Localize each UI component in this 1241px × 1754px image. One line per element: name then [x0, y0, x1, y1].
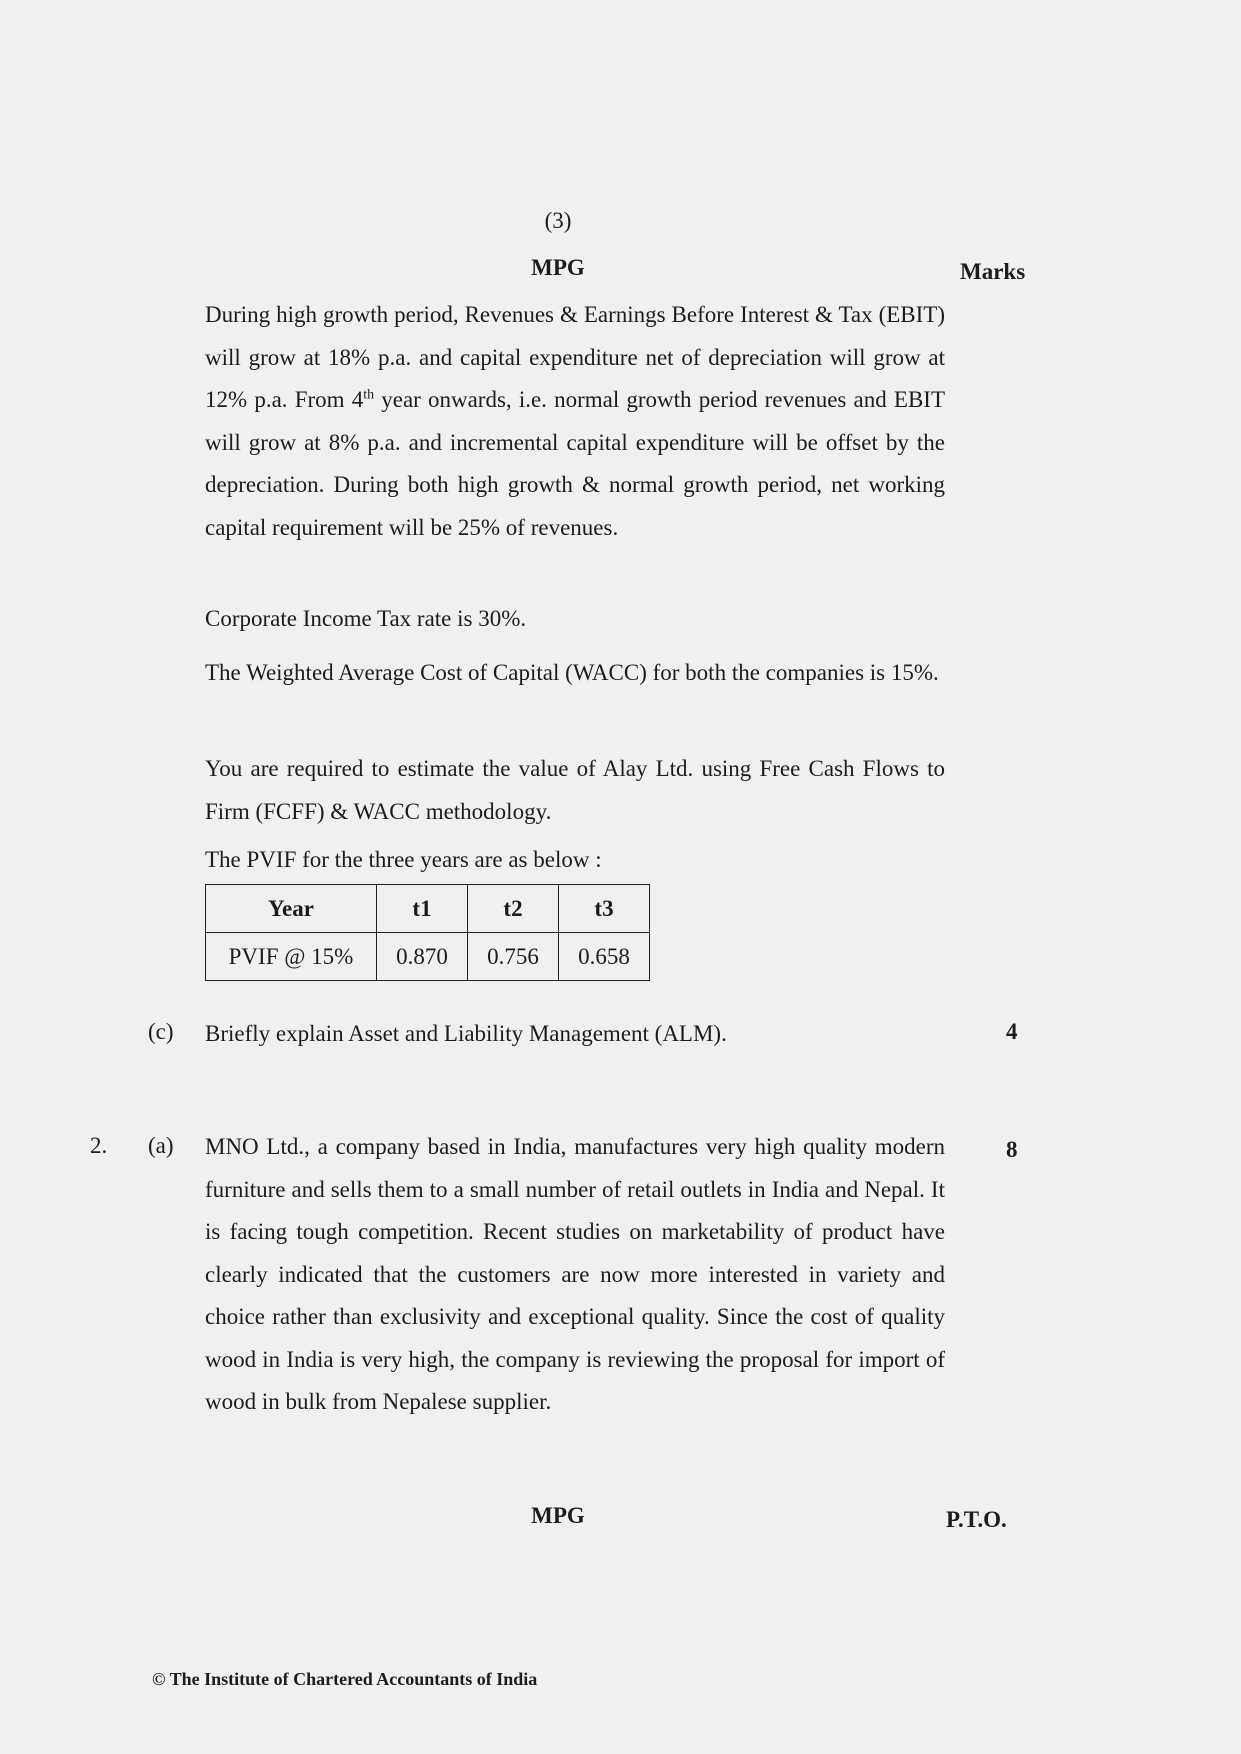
pvif-header-t3: t3 — [559, 885, 650, 933]
question-2a-marks: 8 — [1006, 1137, 1018, 1162]
pvif-header-t2: t2 — [468, 885, 559, 933]
wacc-paragraph: The Weighted Average Cost of Capital (WACC) for both the companies is 15%. — [205, 660, 939, 685]
pvif-intro-paragraph: The PVIF for the three years are as below : — [205, 847, 602, 872]
tax-rate-paragraph: Corporate Income Tax rate is 30%. — [205, 606, 527, 631]
pvif-row-label: PVIF @ 15% — [206, 933, 377, 981]
copyright-notice: © The Institute of Chartered Accountants of India — [152, 1669, 538, 1689]
pvif-table-header-row — [206, 885, 650, 933]
pvif-value-t1: 0.870 — [377, 933, 468, 981]
pvif-header-t1: t1 — [377, 885, 468, 933]
question-1c-marks: 4 — [1006, 1019, 1018, 1044]
question-2-number: 2. — [90, 1133, 108, 1158]
pvif-value-t3: 0.658 — [559, 933, 650, 981]
marks-column-heading: Marks — [960, 259, 1026, 284]
question-2a-label: (a) — [148, 1133, 174, 1158]
please-turn-over: P.T.O. — [946, 1507, 1007, 1532]
pvif-table — [205, 884, 650, 981]
page-number: (3) — [544, 208, 572, 233]
paper-code-footer: MPG — [531, 1503, 585, 1528]
requirement-paragraph: You are required to estimate the value of Alay Ltd. using Free Cash Flows to Firm (FCFF) & WACC methodology. — [205, 756, 945, 824]
ordinal-suffix: th — [363, 387, 375, 403]
pvif-value-t2: 0.756 — [468, 933, 559, 981]
paper-code-header: MPG — [531, 255, 585, 280]
pvif-table-row — [206, 933, 650, 981]
pvif-header-year: Year — [206, 885, 377, 933]
growth-assumptions-paragraph: During high growth period, Revenues & Earnings Before Interest & Tax (EBIT) will grow at 18% p.a. and capital expenditure net of depreciation will grow at 12% p.a. From 4th year onwards, i.e. normal growth period revenues and EBIT will grow at 8% p.a. and incremental capital expenditure will be offset by the depreciation. During both high growth & normal growth period, net working capital requirement will be 25% of revenues. — [205, 302, 945, 540]
question-1c-text: Briefly explain Asset and Liability Management (ALM). — [205, 1021, 727, 1046]
question-2a-text: MNO Ltd., a company based in India, manufactures very high quality modern furniture and sells them to a small number of retail outlets in India and Nepal. It is facing tough competition. Recent studies on marketability of product have clearly indicated that the customers are now more interested in variety and choice rather than exclusivity and exceptional quality. Since the cost of quality wood in India is very high, the company is reviewing the proposal for import of wood in bulk from Nepalese supplier. — [205, 1134, 945, 1414]
question-1c-label: (c) — [148, 1019, 174, 1044]
